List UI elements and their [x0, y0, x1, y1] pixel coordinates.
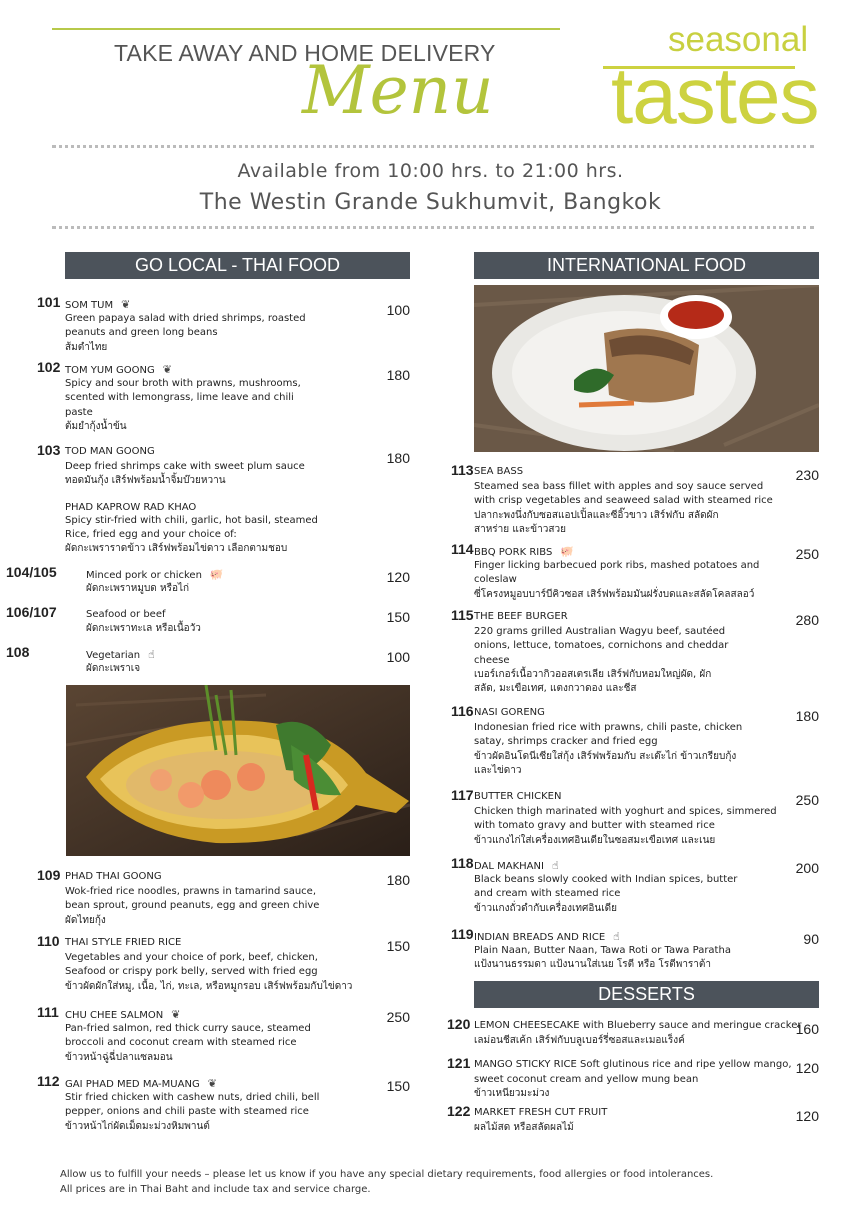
- menu-item-name-text: GAI PHAD MED MA-MUANG: [65, 1079, 200, 1090]
- menu-item-name: [474, 1020, 802, 1031]
- menu-item-number: 109: [37, 867, 61, 883]
- menu-item-description: cheese: [474, 654, 510, 666]
- menu-item-thai: ผลไม้สด หรือสลัดผลไม้: [474, 1122, 574, 1133]
- menu-item-number: 110: [37, 933, 60, 949]
- menu-item-number: 121: [447, 1055, 471, 1071]
- menu-item-description: Seafood or crispy pork belly, served with fried egg: [65, 966, 318, 978]
- menu-title: Menu: [302, 52, 494, 129]
- menu-item-name-text: THE BEEF BURGER: [474, 611, 568, 622]
- menu-item-name: [65, 363, 172, 376]
- menu-item-description: Plain Naan, Butter Naan, Tawa Roti or Tawa Paratha: [474, 945, 731, 956]
- menu-item-price: 120: [386, 569, 410, 585]
- menu-item-thai: เบอร์เกอร์เนื้อวากิวออสเตรเลีย เสิร์ฟกับหอมใหญ่ผัด, ผัก: [474, 668, 712, 680]
- menu-item-price: 180: [386, 872, 410, 888]
- menu-item-thai: ส้มตำไทย: [65, 341, 108, 353]
- leaf-icon: ❦: [162, 363, 172, 376]
- menu-subtitle: TAKE AWAY AND HOME DELIVERY: [114, 40, 496, 66]
- menu-item-name: [86, 648, 155, 663]
- menu-item-thai: ผัดกะเพราราดข้าว เสิร์ฟพร้อมไข่ดาว เลือกตามชอบ: [65, 543, 288, 554]
- section-header-international: INTERNATIONAL FOOD: [474, 252, 819, 279]
- menu-item-description: 220 grams grilled Australian Wagyu beef, sautéed: [474, 626, 726, 637]
- menu-item-number: 113: [451, 462, 474, 478]
- menu-item-description: pepper, onions and chili paste with steamed rice: [65, 1106, 309, 1118]
- menu-item-number: 118: [451, 855, 474, 871]
- menu-item-name-text: LEMON CHEESECAKE: [474, 1020, 580, 1031]
- menu-item-name-text: Vegetarian: [86, 650, 141, 661]
- menu-item-name-text: Seafood or beef: [86, 609, 166, 620]
- menu-item-thai: ข้าวเหนียวมะม่วง: [474, 1088, 550, 1100]
- section-header-desserts: DESSERTS: [474, 981, 819, 1008]
- vegetarian-icon: ☝: [148, 648, 155, 661]
- vegetarian-icon: ☝: [613, 930, 620, 943]
- menu-item-number: 115: [451, 607, 474, 623]
- menu-item-name: [86, 568, 224, 583]
- leaf-icon: ❦: [171, 1008, 181, 1021]
- menu-item-price: 180: [386, 450, 410, 466]
- menu-item-number: 120: [447, 1016, 471, 1032]
- menu-item-name-text: NASI GORENG: [474, 707, 545, 718]
- menu-item-thai: ข้าวแกงถั่วดำกับเครื่องเทศอินเดีย: [474, 902, 617, 914]
- menu-item-thai: ปลากะพงนึ่งกับซอสแอปเปิ้ลและซีอิ๊วขาว เสิร์ฟกับ สลัดผัก: [474, 509, 719, 521]
- menu-item-name: PHAD KAPROW RAD KHAO: [65, 502, 197, 513]
- menu-item-price: 250: [386, 1009, 410, 1025]
- menu-item-description: with tomato gravy and butter with steamed rice: [474, 820, 715, 832]
- menu-item-description: coleslaw: [474, 574, 517, 586]
- footer-dietary-note: Allow us to fulfill your needs – please let us know if you have any special dietary requirements, food allergies or food intolerances.: [60, 1169, 714, 1180]
- header-rule: [52, 28, 560, 30]
- sea-bass-photo: [474, 285, 819, 452]
- menu-item-price: 180: [795, 708, 819, 724]
- menu-item-name: [474, 930, 620, 943]
- menu-item-description: onions, lettuce, tomatoes, cornichons and cheddar: [474, 640, 729, 652]
- menu-item-name: [474, 611, 568, 622]
- menu-item-price: 150: [386, 609, 410, 625]
- vegetarian-icon: ☝: [551, 859, 559, 872]
- menu-item-name: [65, 937, 181, 948]
- menu-item-description: broccoli and coconut cream with steamed rice: [65, 1037, 297, 1049]
- menu-item-price: 100: [386, 302, 410, 318]
- menu-item-name-text: TOM YUM GOONG: [65, 365, 155, 376]
- menu-item-description: bean sprout, ground peanuts, egg and green chive: [65, 900, 320, 912]
- menu-item-name: [474, 791, 561, 802]
- menu-item-name: [474, 1059, 792, 1070]
- menu-item-price: 150: [386, 1078, 410, 1094]
- brand-logo-top: seasonal: [668, 20, 809, 59]
- menu-item-number: 111: [37, 1004, 59, 1020]
- menu-item-description: scented with lemongrass, lime leave and chili: [65, 392, 294, 404]
- menu-item-price: 100: [386, 649, 410, 665]
- pad-thai-photo: [66, 685, 410, 856]
- menu-item-thai: สลัด, มะเขือเทศ, แตงกวาดอง และชีส: [474, 683, 637, 695]
- menu-item-description: Pan-fried salmon, red thick curry sauce, steamed: [65, 1023, 311, 1034]
- menu-item-number: 101: [37, 294, 61, 310]
- menu-item-name: [86, 608, 166, 622]
- menu-item-name: [474, 707, 545, 718]
- menu-item-description: satay, shrimps cracker and fried egg: [474, 736, 658, 748]
- menu-item-description: Steamed sea bass fillet with apples and soy sauce served: [474, 481, 764, 492]
- menu-item-thai: ผัดกะเพราทะเล หรือเนื้อวัว: [86, 623, 201, 634]
- menu-item-price: 160: [795, 1021, 819, 1037]
- menu-item-number: 117: [451, 787, 474, 803]
- brand-logo-bottom: tastes: [611, 51, 819, 140]
- menu-item-description: with crisp vegetables and seaweed salad with steamed rice: [474, 495, 773, 507]
- menu-item-description: Finger licking barbecued pork ribs, mashed potatoes and: [474, 560, 760, 571]
- menu-item-name-text: SEA BASS: [474, 466, 524, 477]
- menu-item-number: 116: [451, 703, 474, 719]
- menu-item-thai: ซี่โครงหมูอบบาร์บีคิวซอส เสิร์ฟพร้อมมันฝรั่งบดและสลัดโคลสลอว์: [474, 588, 755, 600]
- menu-item-name: [65, 1008, 180, 1021]
- availability-text: Available from 10:00 hrs. to 21:00 hrs.: [237, 160, 624, 182]
- menu-item-name: [65, 298, 130, 311]
- menu-item-thai: ผัดกะเพราหมูบด หรือไก่: [86, 583, 190, 594]
- menu-item-thai: ข้าวหน้าฉู่ฉี่ปลาแซลมอน: [65, 1051, 173, 1063]
- menu-item-description: Black beans slowly cooked with Indian spices, butter: [474, 874, 738, 885]
- pig-icon: 🐖: [209, 568, 224, 581]
- menu-item-thai: ผัดไทยกุ้ง: [65, 914, 106, 926]
- menu-item-name-text: MANGO STICKY RICE: [474, 1059, 577, 1070]
- menu-item-description: and cream with steamed rice: [474, 888, 621, 900]
- menu-item-number: 114: [451, 541, 474, 557]
- menu-item-name: [474, 859, 559, 872]
- menu-item-thai: ผัดกะเพราเจ: [86, 663, 141, 674]
- menu-item-price: 230: [795, 467, 819, 483]
- menu-item-thai: ต้มยำกุ้งน้ำข้น: [65, 420, 127, 432]
- menu-item-price: 120: [795, 1060, 819, 1076]
- menu-item-price: 150: [386, 938, 410, 954]
- menu-item-number: 119: [451, 926, 474, 942]
- menu-item-thai: แป้งนานธรรมดา แป้งนานใส่เนย โรตี หรือ โรตีพาราต้า: [474, 959, 712, 971]
- menu-item-name-text: DAL MAKHANI: [474, 861, 544, 872]
- menu-item-price: 250: [795, 792, 819, 808]
- footer-price-note: All prices are in Thai Baht and include tax and service charge.: [60, 1184, 371, 1195]
- menu-item-thai: สาหร่าย และข้าวสวย: [474, 523, 566, 535]
- menu-item-number: 112: [37, 1073, 60, 1089]
- menu-item-thai: ข้าวหน้าไก่ผัดเม็ดมะม่วงหิมพานต์: [65, 1120, 210, 1132]
- menu-item-price: 90: [803, 931, 819, 947]
- menu-item-name-extra: with Blueberry sauce and meringue cracker: [582, 1020, 802, 1031]
- menu-item-name: [474, 1107, 607, 1118]
- menu-item-number: 122: [447, 1103, 471, 1119]
- menu-item-name-text: SOM TUM: [65, 300, 114, 311]
- menu-item-description: Stir fried chicken with cashew nuts, dried chili, bell: [65, 1092, 320, 1103]
- menu-item-thai: ทอดมันกุ้ง เสิร์ฟพร้อมน้ำจิ้มบ๊วยหวาน: [65, 475, 226, 487]
- menu-item-thai: ข้าวผัดผักใส่หมู, เนื้อ, ไก่, ทะเล, หรือหมูกรอบ เสิร์ฟพร้อมกับไข่ดาว: [65, 980, 353, 992]
- menu-item-price: 250: [795, 546, 819, 562]
- menu-item-thai: ข้าวผัดอินโดนีเซียใส่กุ้ง เสิร์ฟพร้อมกับ สะเต๊ะไก่ ข้าวเกรียบกุ้ง: [474, 750, 737, 762]
- menu-item-number: 104/105: [6, 564, 57, 580]
- menu-item-description: Chicken thigh marinated with yoghurt and spices, simmered: [474, 806, 777, 817]
- menu-item-name-text: BUTTER CHICKEN: [474, 791, 562, 802]
- menu-item-description: paste: [65, 406, 93, 418]
- menu-item-name-text: Minced pork or chicken: [86, 570, 202, 581]
- menu-item-name-text: BBQ PORK RIBS: [474, 547, 553, 558]
- menu-item-description: Green papaya salad with dried shrimps, roasted: [65, 313, 306, 324]
- menu-item-number: 102: [37, 359, 61, 375]
- menu-item-price: 180: [386, 367, 410, 383]
- menu-item-name: [65, 1077, 217, 1090]
- leaf-icon: ❦: [121, 298, 131, 311]
- menu-item-description: Spicy and sour broth with prawns, mushrooms,: [65, 378, 301, 389]
- menu-item-description: Deep fried shrimps cake with sweet plum sauce: [65, 461, 305, 472]
- location-text: The Westin Grande Sukhumvit, Bangkok: [199, 190, 662, 215]
- menu-item-name: [474, 545, 574, 558]
- menu-item-number: 106/107: [6, 604, 57, 620]
- leaf-icon: ❦: [207, 1077, 217, 1090]
- menu-item-thai: เลม่อนชีสเค้ก เสิร์ฟกับบลูเบอร์รี่ซอสและเมอแร็งค์: [474, 1035, 685, 1046]
- menu-item-description: Wok-fried rice noodles, prawns in tamarind sauce,: [65, 886, 317, 897]
- menu-item-name-extra: Soft glutinous rice and ripe yellow mango,: [580, 1059, 792, 1070]
- dotted-divider: [52, 226, 814, 229]
- menu-item-number: 103: [37, 442, 61, 458]
- menu-item-description: Spicy stir-fried with chili, garlic, hot basil, steamed Rice, fried egg and your choice of:: [65, 515, 318, 541]
- menu-item-description: Vegetables and your choice of pork, beef, chicken,: [65, 952, 318, 963]
- menu-item-thai: และไข่ดาว: [474, 764, 522, 776]
- menu-item-thai: ข้าวแกงไก่ใส่เครื่องเทศอินเดียในซอสมะเขือเทศ และเนย: [474, 834, 716, 846]
- menu-item-price: 280: [795, 612, 819, 628]
- menu-item-name-text: THAI STYLE FRIED RICE: [65, 937, 182, 948]
- menu-item-price: 200: [795, 860, 819, 876]
- menu-item-description: sweet coconut cream and yellow mung bean: [474, 1074, 699, 1085]
- menu-item-price: 120: [795, 1108, 819, 1124]
- pig-icon: 🐖: [560, 545, 574, 558]
- menu-item-name-text: MARKET FRESH CUT FRUIT: [474, 1107, 608, 1118]
- menu-item-name: [474, 466, 523, 477]
- menu-item-name: [65, 871, 162, 882]
- menu-item-name: [65, 446, 155, 457]
- menu-item-description: peanuts and green long beans: [65, 327, 218, 339]
- menu-item-name-text: TOD MAN GOONG: [65, 446, 155, 457]
- menu-item-name-text: INDIAN BREADS AND RICE: [474, 932, 606, 943]
- menu-item-name-text: PHAD THAI GOONG: [65, 871, 162, 882]
- dotted-divider: [52, 145, 814, 148]
- section-header-thai: GO LOCAL - THAI FOOD: [65, 252, 410, 279]
- menu-item-name-text: CHU CHEE SALMON: [65, 1010, 164, 1021]
- menu-item-description: Indonesian fried rice with prawns, chili paste, chicken: [474, 722, 743, 733]
- menu-item-number: 108: [6, 644, 30, 660]
